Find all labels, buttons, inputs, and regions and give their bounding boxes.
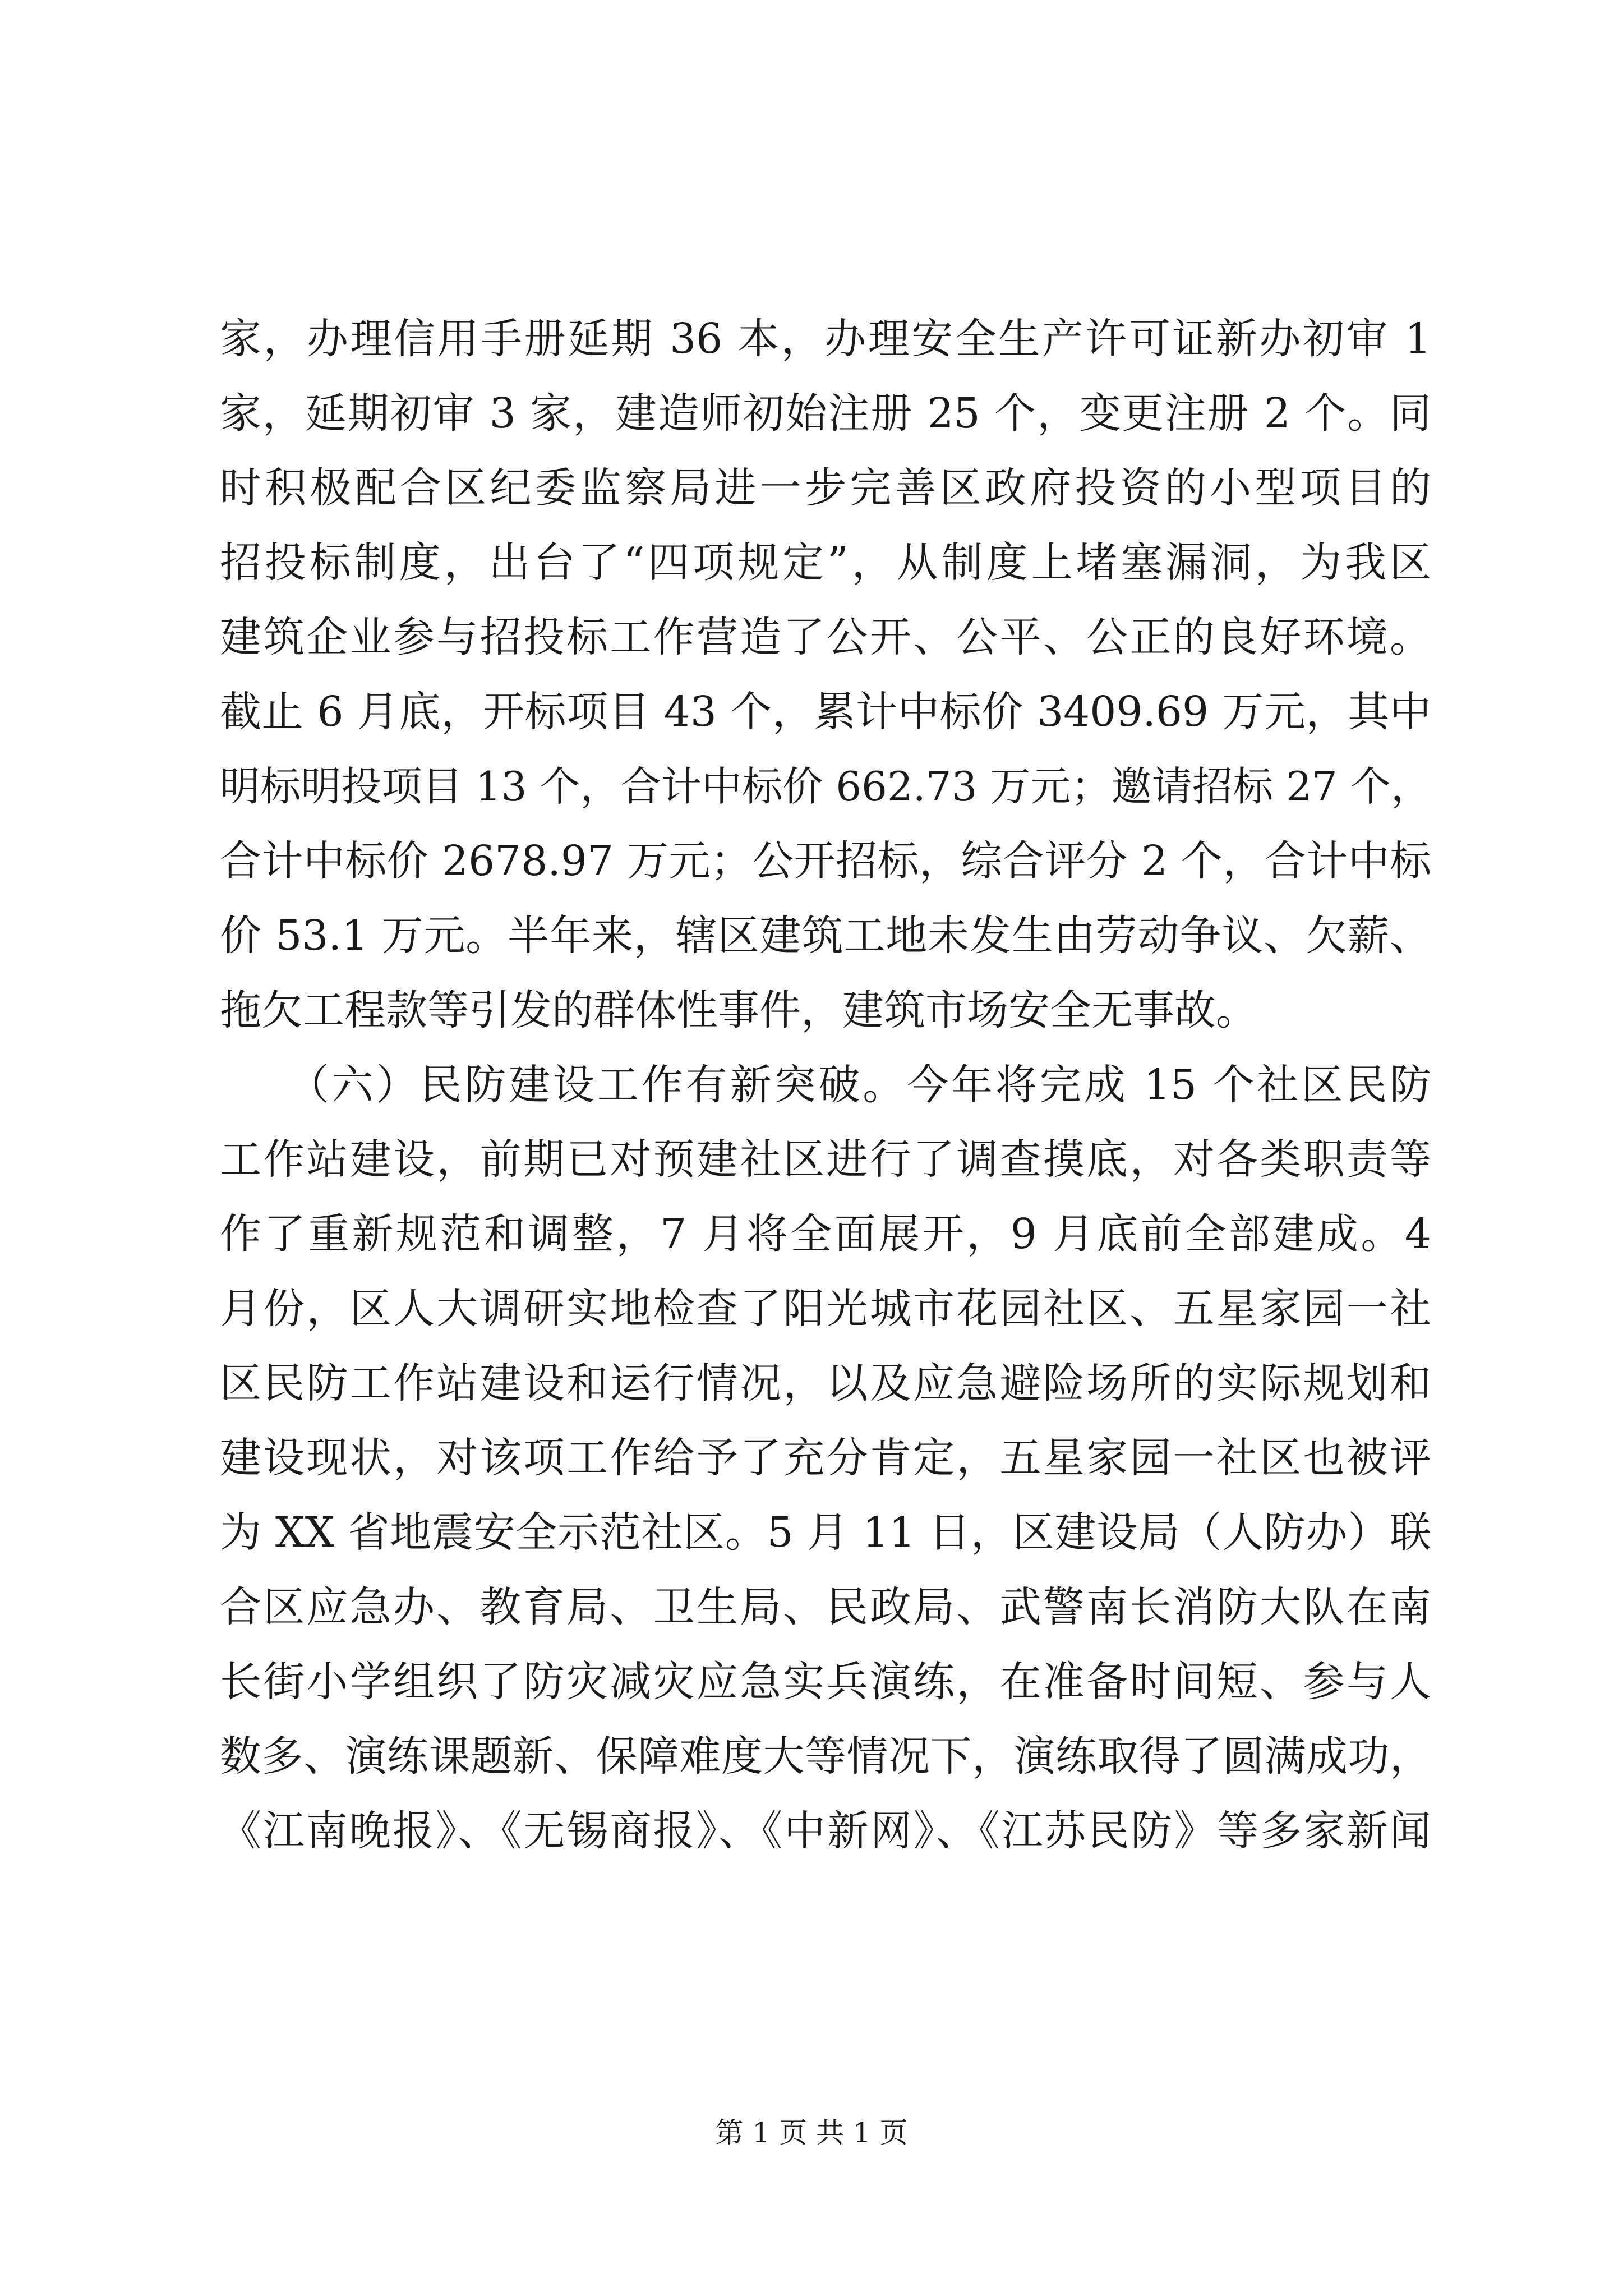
text-line: 截止 6 月底，开标项目 43 个，累计中标价 3409.69 万元，其中 bbox=[220, 688, 1431, 736]
text-line: 家，办理信用手册延期 36 本，办理安全生产许可证新办初审 1 bbox=[220, 315, 1431, 363]
text-line: 建设现状，对该项工作给予了充分肯定，五星家园一社区也被评 bbox=[220, 1434, 1431, 1482]
text-line: 家，延期初审 3 家，建造师初始注册 25 个，变更注册 2 个。同 bbox=[220, 389, 1431, 438]
body-text bbox=[220, 302, 1431, 1869]
text-line: 区民防工作站建设和运行情况，以及应急避险场所的实际规划和 bbox=[220, 1359, 1431, 1407]
text-line: 明标明投项目 13 个，合计中标价 662.73 万元；邀请招标 27 个， bbox=[220, 763, 1431, 810]
text-line: 价 53.1 万元。半年来，辖区建筑工地未发生由劳动争议、欠薪、 bbox=[220, 912, 1431, 960]
text-line: 月份，区人大调研实地检查了阳光城市花园社区、五星家园一社 bbox=[220, 1285, 1431, 1333]
page-footer: 第 1 页 共 1 页 bbox=[715, 2116, 908, 2149]
text-line: 作了重新规范和调整，7 月将全面展开，9 月底前全部建成。4 bbox=[220, 1210, 1431, 1258]
text-line: 长街小学组织了防灾减灾应急实兵演练，在准备时间短、参与人 bbox=[220, 1658, 1431, 1706]
text-line: 拖欠工程款等引发的群体性事件，建筑市场安全无事故。 bbox=[220, 986, 1257, 1034]
text-line: 招投标制度，出台了“四项规定”，从制度上堵塞漏洞，为我区 bbox=[220, 539, 1431, 587]
text-line: 时积极配合区纪委监察局进一步完善区政府投资的小型项目的 bbox=[220, 464, 1431, 512]
text-line: 建筑企业参与招投标工作营造了公开、公平、公正的良好环境。 bbox=[220, 613, 1431, 661]
text-line: 合计中标价 2678.97 万元；公开招标，综合评分 2 个，合计中标 bbox=[220, 837, 1431, 885]
text-line: （六）民防建设工作有新突破。今年将完成 15 个社区民防 bbox=[220, 1061, 1431, 1109]
text-line: 工作站建设，前期已对预建社区进行了调查摸底，对各类职责等 bbox=[220, 1135, 1431, 1184]
text-line: 为 XX 省地震安全示范社区。5 月 11 日，区建设局（人防办）联 bbox=[220, 1508, 1431, 1557]
text-line: 《江南晚报》、《无锡商报》、《中新网》、《江苏民防》等多家新闻 bbox=[220, 1807, 1431, 1855]
text-line: 合区应急办、教育局、卫生局、民政局、武警南长消防大队在南 bbox=[220, 1583, 1431, 1631]
text-line: 数多、演练课题新、保障难度大等情况下，演练取得了圆满成功， bbox=[220, 1732, 1431, 1780]
